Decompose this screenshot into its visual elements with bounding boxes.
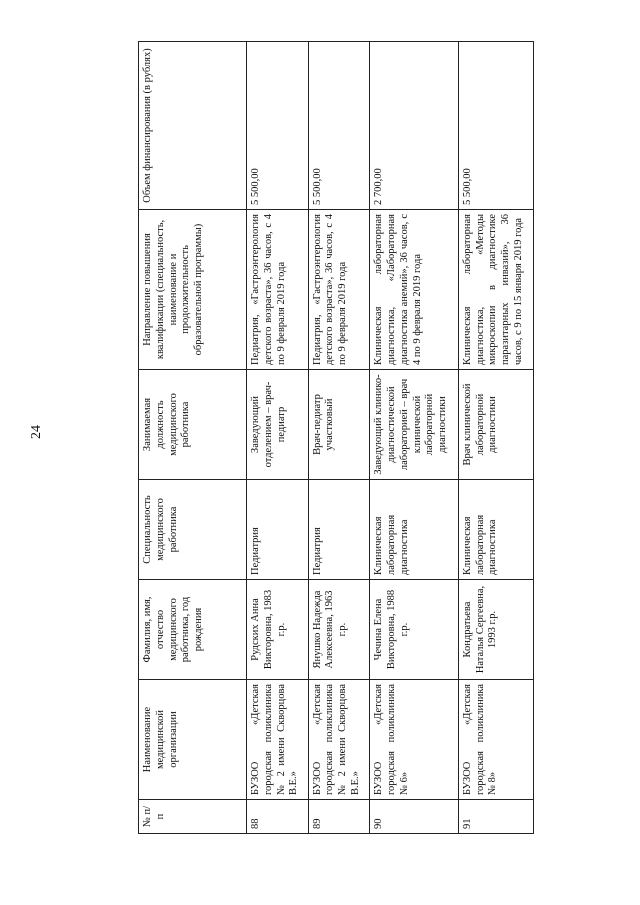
row-position: Заведующий отделением – врач-педиатр [247,370,309,480]
row-specialty: Клиническая лабораторная диагностика [370,480,459,580]
row-direction: Клиническая лабораторная диагностика, «Лабораторная диагностика анемий», 36 часов, с 4 по 9 февраля 2019 года [370,210,459,370]
row-amount: 5 500,00 [308,42,370,210]
row-num: 88 [247,800,309,834]
row-num: 90 [370,800,459,834]
row-org: БУЗОО «Детская городская поликлиника № 6» [370,680,459,800]
row-position: Заведующий клинико-диагностической лабораторией – врач клинической лабораторной диагностики [370,370,459,480]
header-row [139,42,247,834]
row-num: 89 [308,800,370,834]
row-position: Врач клинической лабораторной диагностики [458,370,533,480]
table-wrapper [138,42,534,834]
row-position: Врач-педиатр участковый [308,370,370,480]
row-org: БУЗОО «Детская городская поликлиника № 2 имени Скворцова В.Е.» [308,680,370,800]
header-name: Фамилия, имя, отчество медицинского работника, год рождения [139,580,247,680]
row-amount: 5 500,00 [458,42,533,210]
header-amount: Объем финансирования (в рублях) [139,42,247,210]
header-org: Наименование медицинской организации [139,680,247,800]
row-specialty: Клиническая лабораторная диагностика [458,480,533,580]
row-specialty: Педиатрия [247,480,309,580]
row-amount: 5 500,00 [247,42,309,210]
page-number: 24 [29,425,44,439]
row-name: Янушко Надежда Алексеевна, 1963 г.р. [308,580,370,680]
row-name: Кондратьева Наталья Сергеевна, 1993 г.р. [458,580,533,680]
row-org: БУЗОО «Детская городская поликлиника № 8» [458,680,533,800]
header-position: Занимаемая должность медицинского работника [139,370,247,480]
row-direction: Клиническая лабораторная диагностика, «Методы микроскопии в диагностике паразитарных инвазий», 36 часов, с 9 по 15 января 2019 года [458,210,533,370]
row-org: БУЗОО «Детская городская поликлиника № 2 имени Скворцова В.Е.» [247,680,309,800]
header-num: № п/п [139,800,247,834]
table-row [458,42,533,834]
row-direction: Педиатрия, «Гастроэнтерология детского возраста», 36 часов, с 4 по 9 февраля 2019 года [308,210,370,370]
funding-table [138,41,534,834]
table-row [247,42,309,834]
header-specialty: Специальность медицинского работника [139,480,247,580]
row-direction: Педиатрия, «Гастроэнтерология детского возраста», 36 часов, с 4 по 9 февраля 2019 года [247,210,309,370]
row-name: Чечина Елена Викторовна, 1988 г.р. [370,580,459,680]
row-amount: 2 700,00 [370,42,459,210]
table-row [370,42,459,834]
table-row [308,42,370,834]
header-direction: Направление повышения квалификации (специальность, наименование и продолжительность образовательной программы) [139,210,247,370]
row-name: Рудских Анна Викторовна, 1983 г.р. [247,580,309,680]
row-specialty: Педиатрия [308,480,370,580]
row-num: 91 [458,800,533,834]
